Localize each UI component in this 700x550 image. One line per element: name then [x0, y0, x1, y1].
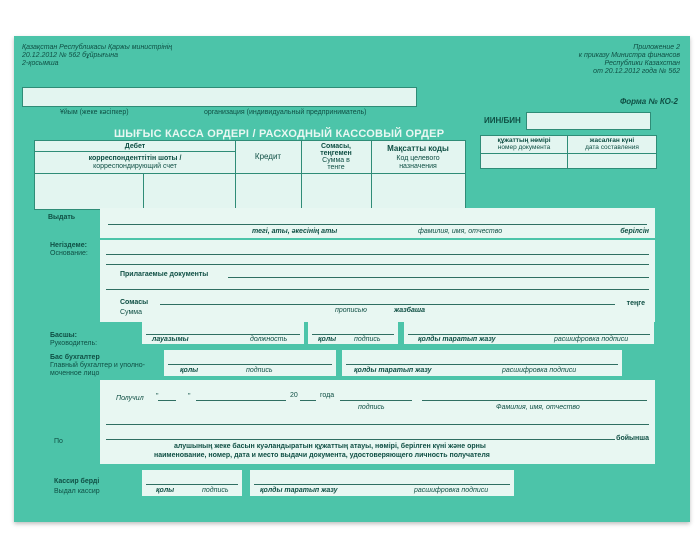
- received-quote-close: ": [188, 393, 191, 400]
- doc-number-label-ru: номер документа: [497, 144, 551, 151]
- chief-decode-kz: қолды таратып жазу: [354, 367, 432, 374]
- cashier-label-kz: Кассир берді: [54, 478, 100, 485]
- header-right-line3: Республики Казахстан: [604, 60, 680, 67]
- credit-header: Кредит: [254, 152, 282, 161]
- sum-kz-line1: Сомасы,: [320, 143, 352, 150]
- header-left-line2: 20.12.2012 № 562 бұйрығына: [22, 52, 119, 59]
- cashier-sign-field[interactable]: [142, 470, 242, 496]
- chief-sign-ru: подпись: [246, 367, 273, 374]
- code-kz: Мақсатты коды: [387, 144, 449, 153]
- organization-field[interactable]: [22, 87, 417, 107]
- cash-order-form: [14, 36, 690, 522]
- doc-number-label-kz: құжаттың нөмірі: [497, 137, 551, 144]
- cashier-decode-field[interactable]: [250, 470, 514, 496]
- received-quote-open: ": [156, 393, 159, 400]
- corr-account-kz: корреспонденттітін шоты /: [88, 155, 182, 162]
- doc-date-label-kz: жасалған күні: [589, 137, 635, 144]
- head-label-ru: Руководитель:: [50, 340, 98, 347]
- head-label-kz: Басшы:: [50, 332, 77, 339]
- code-ru-line1: Код целевого: [396, 155, 440, 162]
- page-title: ШЫҒЫС КАССА ОРДЕРІ / РАСХОДНЫЙ КАССОВЫЙ ОРДЕР: [114, 128, 445, 140]
- header-right-line1: Приложение 2: [633, 44, 680, 51]
- sum-kz-line2: теңгемен: [320, 150, 352, 157]
- chief-label-ru2: моченное лицо: [50, 370, 100, 377]
- head-sign-ru: подпись: [354, 336, 381, 343]
- chief-sign-kz: қолы: [180, 367, 199, 374]
- received-year-word: года: [320, 392, 335, 399]
- header-left-line1: Қазақстан Республикасы Қаржы министрінің: [22, 44, 173, 51]
- issue-name-kz: тегі, аты, әкесінің аты: [252, 228, 338, 235]
- sum-ru-line1: Сумма в: [322, 157, 350, 164]
- issue-name-ru: фамилия, имя, отчество: [418, 228, 503, 235]
- sum-ru-line2: тенге: [327, 164, 345, 171]
- chief-decode-field[interactable]: [342, 350, 622, 376]
- head-position-kz: лауазымы: [152, 336, 189, 343]
- received-label: Получил: [116, 395, 144, 402]
- iin-field[interactable]: [526, 112, 651, 130]
- words-kz-label: жазбаша: [394, 307, 425, 314]
- chief-label-ru1: Главный бухгалтер и уполно-: [50, 362, 145, 369]
- org-label-ru: организация (индивидуальный предприниматель): [204, 109, 367, 116]
- form-number: Форма № КО-2: [619, 97, 678, 106]
- cashier-decode-kz: қолды таратып жазу: [260, 487, 338, 494]
- sum-label-kz: Сомасы: [120, 299, 149, 306]
- received-field[interactable]: [100, 380, 655, 464]
- sum-label-ru: Сумма: [120, 309, 142, 316]
- header-right-line4: от 20.12.2012 года № 562: [593, 68, 680, 75]
- issue-given: берілсін: [620, 228, 649, 235]
- head-sign-kz: қолы: [318, 336, 337, 343]
- doc-number-date-table: [480, 135, 657, 169]
- received-year: 20: [290, 392, 298, 399]
- words-ru-label: прописью: [335, 307, 367, 314]
- head-decode-ru: расшифровка подписи: [554, 336, 629, 343]
- basis-label-kz: Негіздеме:: [50, 242, 87, 249]
- debit-header: Дебет: [124, 143, 146, 150]
- chief-label-kz: Бас бухгалтер: [50, 354, 100, 361]
- header-left-line3: 2-қосымша: [22, 60, 59, 67]
- corr-account-ru: корреспондирующий счет: [93, 163, 177, 170]
- by-label: По: [54, 438, 63, 445]
- chief-decode-ru: расшифровка подписи: [502, 367, 577, 374]
- received-sign: подпись: [358, 404, 385, 411]
- accounting-table: [34, 140, 466, 210]
- attached-docs-label: Прилагаемые документы: [120, 271, 209, 278]
- issue-field[interactable]: [100, 208, 655, 238]
- cashier-sign-ru: подпись: [202, 487, 229, 494]
- doc-date-label-ru: дата составления: [585, 144, 639, 151]
- cashier-decode-ru: расшифровка подписи: [414, 487, 489, 494]
- code-ru-line2: назначения: [399, 163, 437, 170]
- tenge-label: теңге: [626, 300, 645, 307]
- head-position-field[interactable]: [142, 320, 304, 344]
- head-decode-field[interactable]: [404, 320, 654, 344]
- cashier-sign-kz: қолы: [156, 487, 175, 494]
- iin-label: ИИН/БИН: [484, 116, 521, 125]
- head-decode-kz: қолды таратып жазу: [418, 336, 496, 343]
- by-bojynsha: бойынша: [616, 435, 649, 442]
- header-right-line2: к приказу Министра финансов: [578, 52, 680, 59]
- received-fio: Фамилия, имя, отчество: [496, 404, 580, 411]
- org-label-kz: Ұйым (жеке кәсіпкер): [60, 109, 129, 116]
- chief-sign-field[interactable]: [164, 350, 336, 376]
- cashier-label-ru: Выдал кассир: [54, 488, 100, 495]
- by-note-ru: наименование, номер, дата и место выдачи документа, удостоверяющего личность получателя: [154, 452, 490, 459]
- head-position-ru: должность: [250, 336, 288, 343]
- head-sign-field[interactable]: [308, 320, 398, 344]
- basis-field[interactable]: [100, 240, 655, 322]
- by-note-kz: алушының жеке басын куәландыратын құжаттың атауы, нөмірі, берілген күні және орны: [174, 443, 486, 450]
- issue-label: Выдать: [48, 214, 76, 221]
- basis-label-ru: Основание:: [50, 250, 88, 257]
